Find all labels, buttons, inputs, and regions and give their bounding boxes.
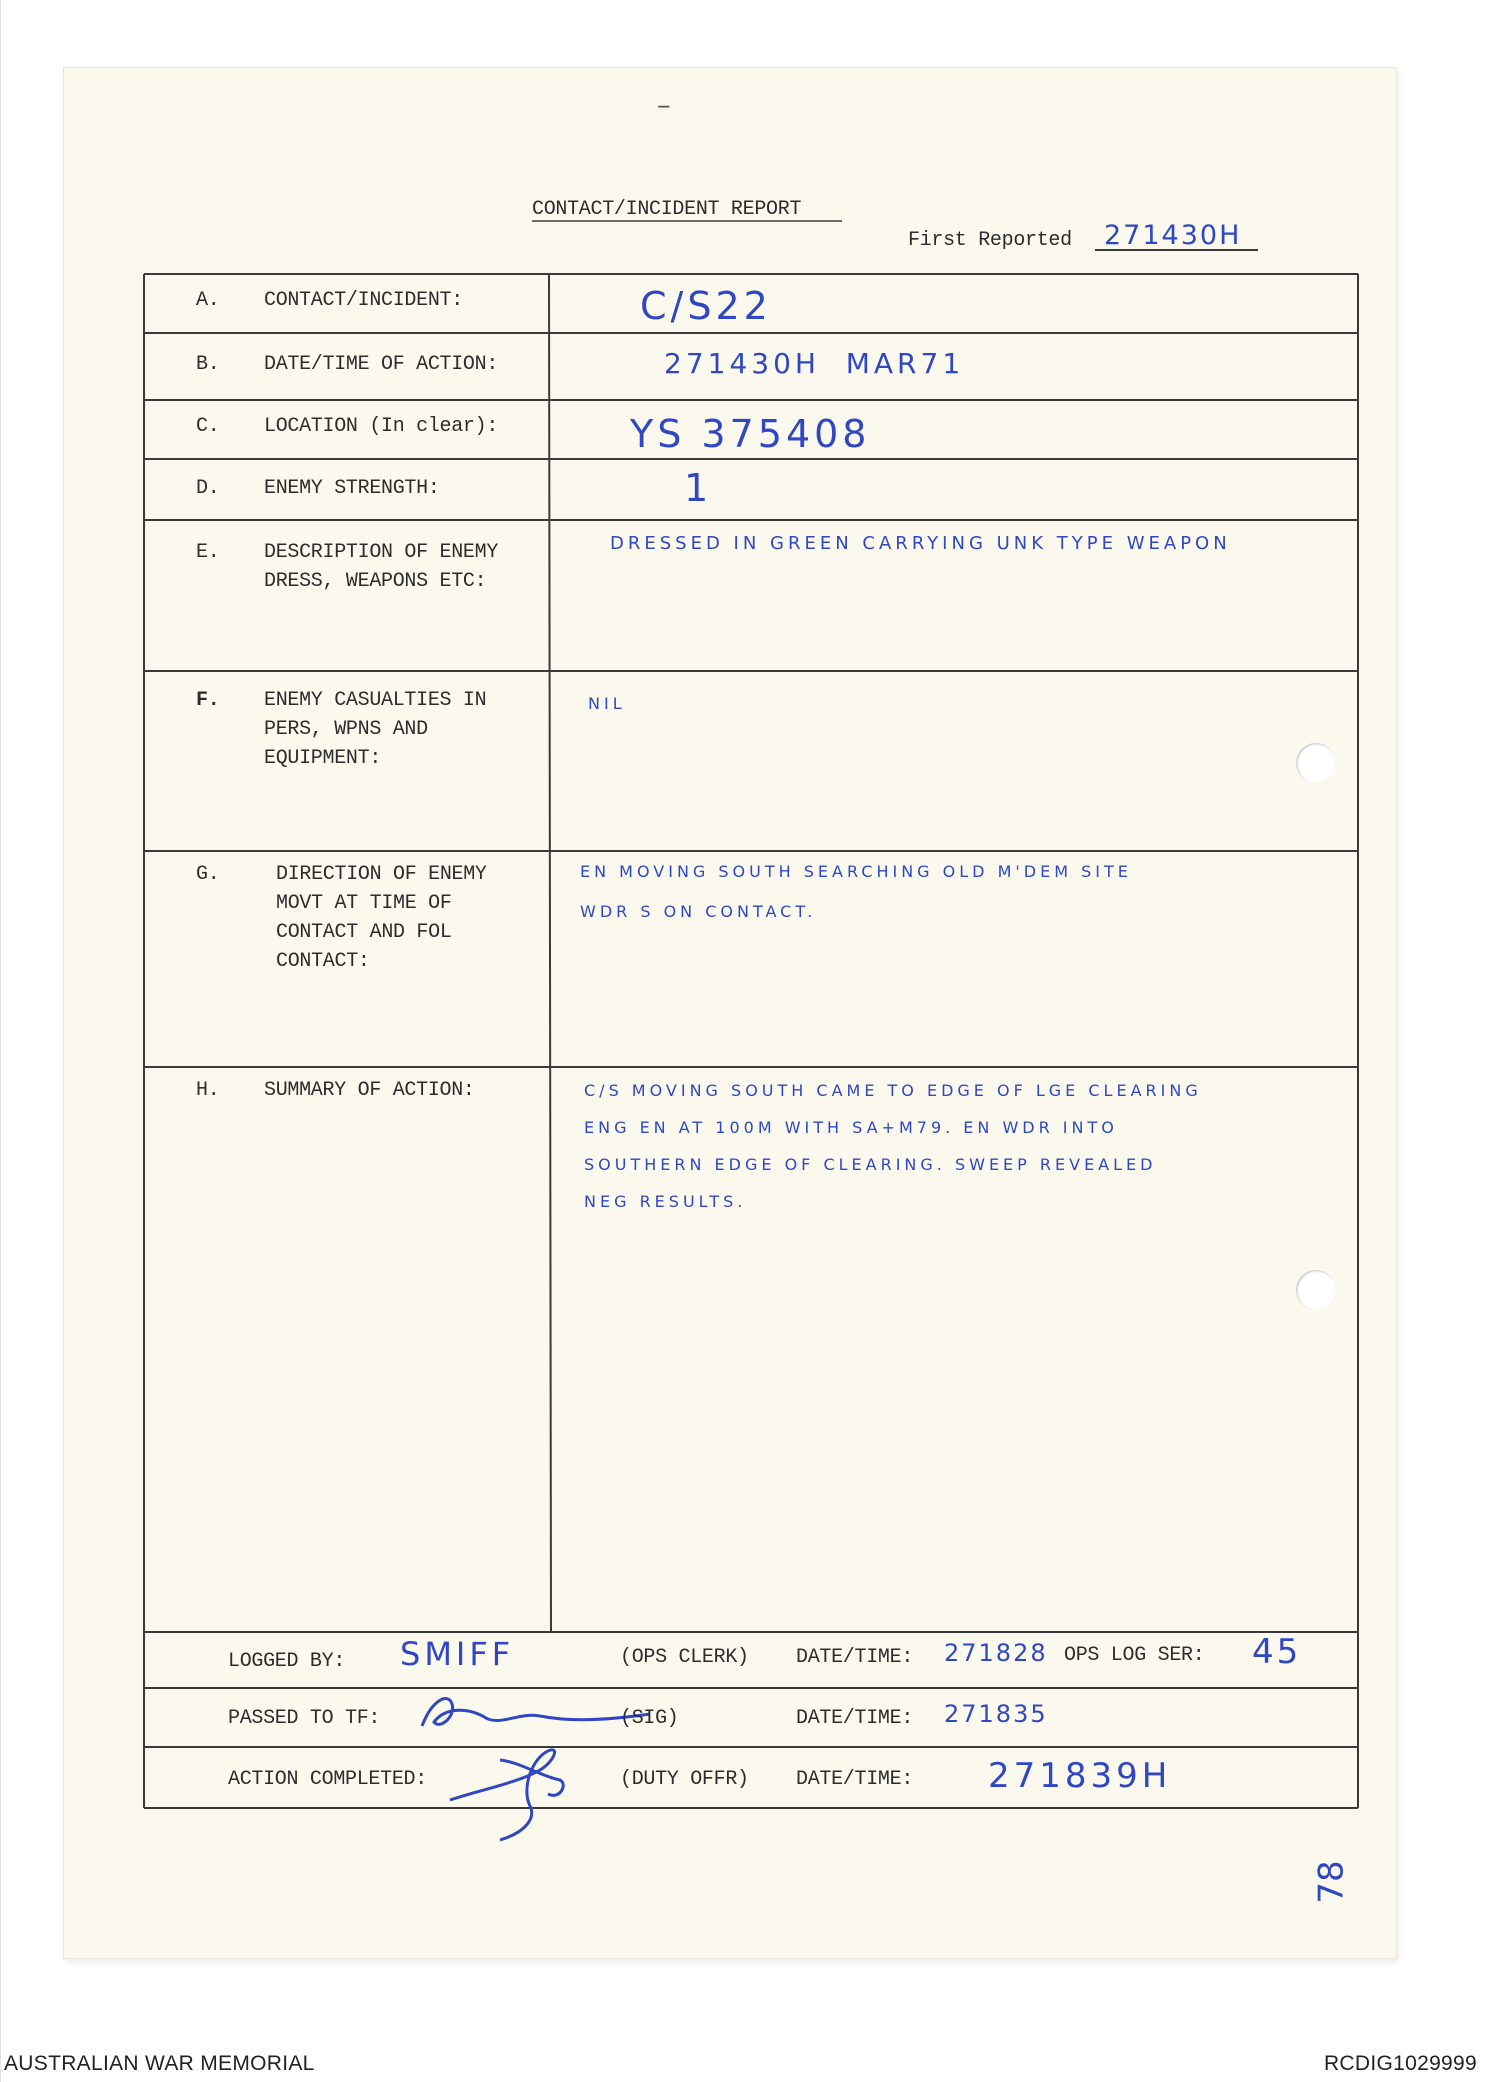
date-time-of-action-label: DATE/TIME OF ACTION: (264, 353, 499, 376)
enemy-direction-value: EN MOVING SOUTH SEARCHING OLD M'DEM SITE WDR S ON CONTACT. (580, 862, 1132, 921)
footer-institution: AUSTRALIAN WAR MEMORIAL (4, 2052, 315, 2075)
action-datetime-label: DATE/TIME: (796, 1768, 914, 1791)
contact-incident-label: CONTACT/INCIDENT: (264, 289, 463, 312)
action-completed-label: ACTION COMPLETED: (228, 1768, 427, 1791)
row-letter-f: F. (196, 689, 220, 712)
ops-log-ser-value: 45 (1252, 1632, 1302, 1672)
logged-datetime-label: DATE/TIME: (796, 1646, 914, 1669)
first-reported-value: 271430H (1104, 220, 1242, 251)
top-mark: – (656, 91, 672, 121)
row-letter-e: E. (196, 541, 220, 564)
logged-datetime-value: 271828 (944, 1639, 1048, 1667)
passed-to-label: PASSED TO TF: (228, 1707, 381, 1730)
summary-of-action-value: C/S MOVING SOUTH CAME TO EDGE OF LGE CLEARING ENG EN AT 100M WITH SA+M79. EN WDR INTO SOUTHERN EDGE OF CLEARING. SWEEP REVEALED NEG RESULTS. (584, 1081, 1202, 1211)
sig-label: (SIG) (620, 1707, 679, 1730)
enemy-casualties-label: ENEMY CASUALTIES IN PERS, WPNS AND EQUIPMENT: (264, 689, 487, 770)
logged-by-value: SMIFF (400, 1635, 515, 1673)
margin-note: 78 (1311, 1860, 1352, 1904)
passed-datetime-value: 271835 (944, 1700, 1048, 1728)
row-letter-b: B. (196, 353, 220, 376)
location-value: YS 375408 (630, 412, 871, 456)
enemy-strength-label: ENEMY STRENGTH: (264, 477, 440, 500)
row-letter-c: C. (196, 415, 220, 438)
enemy-strength-value: 1 (684, 466, 713, 510)
first-reported-label: First Reported (908, 229, 1072, 252)
date-time-of-action-value: 271430H MAR71 (664, 347, 965, 380)
row-letter-g: G. (196, 863, 220, 886)
ops-clerk-label: (OPS CLERK) (620, 1646, 749, 1669)
enemy-casualties-value: NIL (588, 694, 626, 713)
enemy-direction-label: DIRECTION OF ENEMY MOVT AT TIME OF CONTACT AND FOL CONTACT: (276, 863, 487, 973)
action-datetime-value: 271839H (988, 1756, 1172, 1796)
summary-of-action-label: SUMMARY OF ACTION: (264, 1079, 475, 1102)
footer-image-id: RCDIG1029999 (1323, 2052, 1477, 2075)
passed-datetime-label: DATE/TIME: (796, 1707, 914, 1730)
report-title: CONTACT/INCIDENT REPORT (532, 198, 802, 221)
logged-by-label: LOGGED BY: (228, 1650, 346, 1673)
row-letter-h: H. (196, 1079, 220, 1102)
ops-log-ser-label: OPS LOG SER: (1064, 1644, 1205, 1667)
location-label: LOCATION (In clear): (264, 415, 499, 438)
enemy-description-label: DESCRIPTION OF ENEMY DRESS, WEAPONS ETC: (264, 541, 499, 593)
row-letter-a: A. (196, 289, 220, 312)
contact-incident-value: C/S22 (640, 284, 772, 328)
duty-offr-label: (DUTY OFFR) (620, 1768, 749, 1791)
enemy-description-value: DRESSED IN GREEN CARRYING UNK TYPE WEAPON (610, 533, 1231, 554)
row-letter-d: D. (196, 477, 220, 500)
